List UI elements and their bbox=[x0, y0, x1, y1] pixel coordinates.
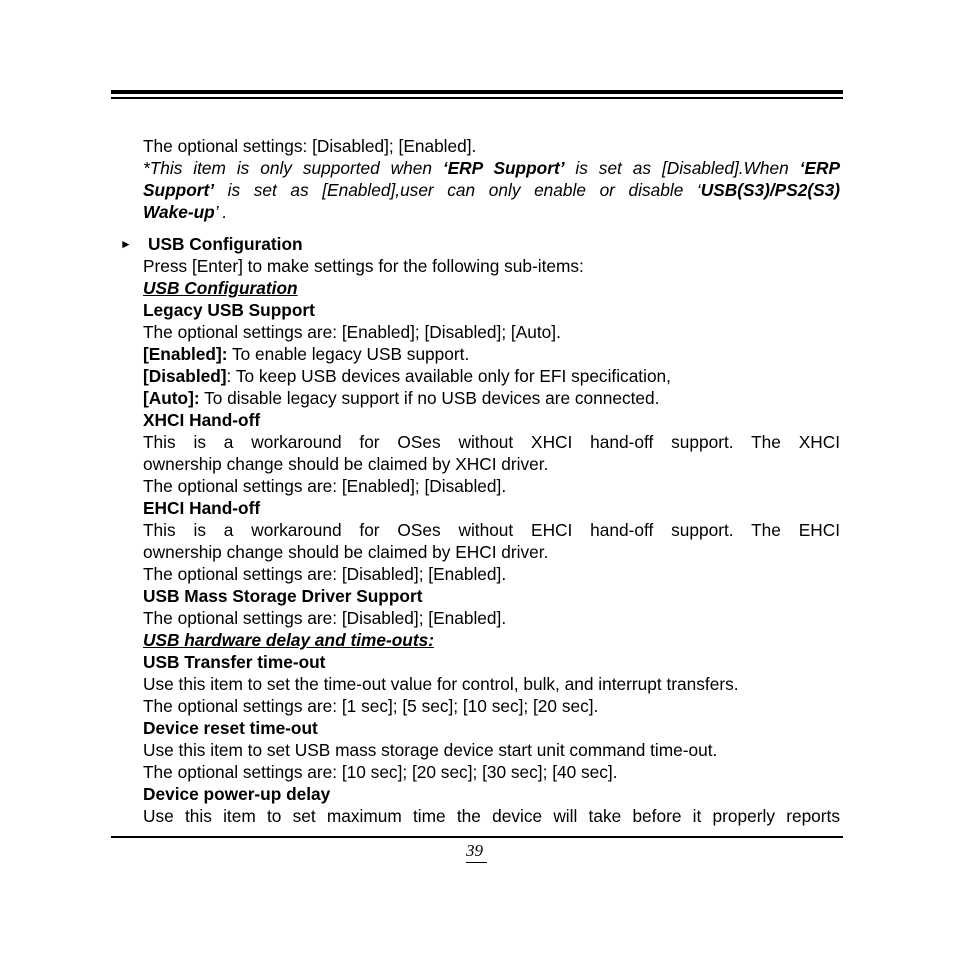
bullet-triangle-icon: ► bbox=[120, 237, 132, 251]
xhci-desc-line1: This is a workaround for OSes without XHCI hand-off support. The XHCI bbox=[143, 432, 840, 452]
page-number: 39 bbox=[466, 841, 483, 860]
reset-timeout-desc: Use this item to set USB mass storage device start unit command time-out. bbox=[143, 740, 718, 760]
xhci-settings: The optional settings are: [Enabled]; [Disabled]. bbox=[143, 476, 507, 496]
erp-note-line3 bbox=[143, 201, 840, 223]
usb-config-intro: Press [Enter] to make settings for the following sub-items: bbox=[143, 256, 584, 276]
xhci-desc-line2: ownership change should be claimed by XHCI driver. bbox=[143, 454, 549, 474]
usb-config-heading bbox=[120, 233, 840, 255]
powerup-delay-title: Device power-up delay bbox=[143, 784, 331, 804]
erp-settings-line: The optional settings: [Disabled]; [Enabled]. bbox=[143, 136, 477, 156]
ehci-title: EHCI Hand-off bbox=[143, 498, 261, 518]
legacy-disabled-desc: : To keep USB devices available only for EFI specification, bbox=[226, 366, 671, 386]
transfer-timeout-title: USB Transfer time-out bbox=[143, 652, 326, 672]
footer-rule bbox=[111, 836, 843, 838]
powerup-delay-desc: Use this item to set maximum time the device will take before it properly reports bbox=[143, 806, 840, 826]
legacy-disabled-label: [Disabled] bbox=[143, 366, 227, 386]
legacy-enabled-desc: To enable legacy USB support. bbox=[227, 344, 470, 364]
page-body bbox=[120, 135, 840, 827]
ehci-desc-line2: ownership change should be claimed by EHCI driver. bbox=[143, 542, 549, 562]
usb-config-subheading-text: USB Configuration bbox=[143, 278, 298, 298]
delay-heading bbox=[143, 629, 840, 651]
delay-heading-text: USB hardware delay and time-outs: bbox=[143, 630, 434, 650]
xhci-title: XHCI Hand-off bbox=[143, 410, 261, 430]
erp-note-line1 bbox=[143, 157, 840, 179]
reset-timeout-title: Device reset time-out bbox=[143, 718, 318, 738]
erp-note-line2 bbox=[143, 179, 840, 201]
legacy-enabled-label: [Enabled]: bbox=[143, 344, 228, 364]
usb-config-subheading bbox=[143, 277, 840, 299]
erp-note-text: is set as [Disabled].When bbox=[564, 158, 800, 178]
transfer-timeout-settings: The optional settings are: [1 sec]; [5 sec]; [10 sec]; [20 sec]. bbox=[143, 696, 599, 716]
erp-note-text: ’ . bbox=[214, 202, 228, 222]
legacy-auto-label: [Auto]: bbox=[143, 388, 200, 408]
legacy-usb-settings: The optional settings are: [Enabled]; [Disabled]; [Auto]. bbox=[143, 322, 561, 342]
legacy-auto-line bbox=[143, 387, 840, 409]
ehci-settings: The optional settings are: [Disabled]; [Enabled]. bbox=[143, 564, 507, 584]
page-number-underline bbox=[466, 862, 487, 863]
usb-config-heading-text: USB Configuration bbox=[148, 234, 303, 254]
mass-storage-settings: The optional settings are: [Disabled]; [Enabled]. bbox=[143, 608, 507, 628]
erp-note-bold: Support’ bbox=[143, 180, 215, 200]
ehci-desc-line1: This is a workaround for OSes without EHCI hand-off support. The EHCI bbox=[143, 520, 840, 540]
legacy-disabled-line bbox=[143, 365, 840, 387]
legacy-usb-title: Legacy USB Support bbox=[143, 300, 315, 320]
erp-note-bold: USB(S3)/PS2(S3) bbox=[700, 180, 840, 200]
header-rule-thin bbox=[111, 97, 843, 99]
erp-note-bold: Wake-up bbox=[143, 202, 215, 222]
mass-storage-title: USB Mass Storage Driver Support bbox=[143, 586, 423, 606]
header-rule-thick bbox=[111, 90, 843, 94]
erp-note-bold: ‘ERP bbox=[799, 158, 840, 178]
transfer-timeout-desc: Use this item to set the time-out value for control, bulk, and interrupt transfers. bbox=[143, 674, 739, 694]
legacy-auto-desc: To disable legacy support if no USB devices are connected. bbox=[199, 388, 660, 408]
erp-note-text: *This item is only supported when bbox=[143, 158, 443, 178]
legacy-enabled-line bbox=[143, 343, 840, 365]
erp-note-bold: ‘ERP Support’ bbox=[442, 158, 565, 178]
reset-timeout-settings: The optional settings are: [10 sec]; [20 sec]; [30 sec]; [40 sec]. bbox=[143, 762, 618, 782]
erp-note-text: is set as [Enabled],user can only enable or disable ‘ bbox=[214, 180, 701, 200]
